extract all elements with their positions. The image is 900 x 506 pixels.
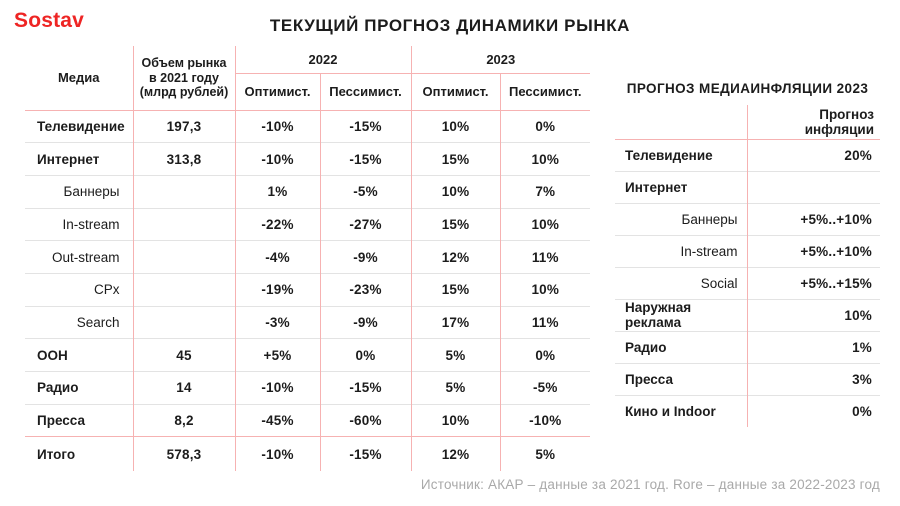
pessimistic-2022-cell: -23%	[320, 273, 411, 306]
optimistic-2023-cell: 15%	[411, 208, 500, 241]
optimistic-2022-cell: -3%	[235, 306, 320, 339]
volume-cell: 45	[133, 339, 235, 372]
table-row	[615, 363, 880, 395]
header-row-years	[25, 46, 590, 73]
volume-cell	[133, 241, 235, 274]
media-cell: Интернет	[615, 171, 747, 203]
col-header-pessimistic-2022: Пессимист.	[320, 73, 411, 110]
optimistic-2023-cell: 10%	[411, 110, 500, 143]
table-row	[615, 299, 880, 331]
media-cell: CPx	[25, 273, 133, 306]
pessimistic-2023-cell: 10%	[500, 273, 590, 306]
table-row	[615, 171, 880, 203]
table-row	[615, 203, 880, 235]
pessimistic-2022-cell: -60%	[320, 404, 411, 437]
table-row	[25, 208, 590, 241]
volume-cell	[133, 208, 235, 241]
pessimistic-2022-cell: -9%	[320, 306, 411, 339]
optimistic-2022-cell: -4%	[235, 241, 320, 274]
optimistic-2022-cell: -22%	[235, 208, 320, 241]
pessimistic-2023-cell: 0%	[500, 339, 590, 372]
pessimistic-2023-cell: -5%	[500, 372, 590, 405]
col-header-optimistic-2023: Оптимист.	[411, 73, 500, 110]
pessimistic-2023-cell: 0%	[535, 118, 556, 134]
inflation-table-title: ПРОГНОЗ МЕДИАИНФЛЯЦИИ 2023	[626, 81, 869, 96]
media-cell: Пресса	[25, 404, 133, 437]
table-row	[25, 339, 590, 372]
col-header-optimistic-2022: Оптимист.	[235, 73, 320, 110]
media-cell: Кино и Indoor	[615, 395, 747, 427]
pessimistic-2023-cell: -10%	[500, 404, 590, 437]
optimistic-2022-cell: -10%	[235, 437, 320, 471]
col-header-pessimistic-2023: Пессимист.	[500, 73, 590, 110]
pessimistic-2022-cell: -15%	[320, 143, 411, 176]
table-row	[25, 306, 590, 339]
volume-cell: 578,3	[133, 437, 235, 471]
optimistic-2023-cell: 10%	[411, 175, 500, 208]
col-header-volume: Объем рынка в 2021 году (млрд рублей)	[133, 46, 235, 110]
volume-cell	[133, 273, 235, 306]
pessimistic-2023-cell: 10%	[500, 208, 590, 241]
media-cell: Social	[615, 267, 747, 299]
inflation-table	[615, 105, 880, 427]
media-cell: Out-stream	[25, 241, 133, 274]
market-forecast-body	[25, 110, 590, 471]
source-note: Источник: АКАР – данные за 2021 год. Rore – данные за 2022-2023 год	[420, 477, 880, 492]
table-row	[25, 404, 590, 437]
media-cell: OOH	[25, 339, 133, 372]
table-row	[615, 395, 880, 427]
pessimistic-2023-cell: 7%	[500, 175, 590, 208]
inflation-value-cell: +5%..+10%	[747, 203, 880, 235]
media-cell: Search	[25, 306, 133, 339]
pessimistic-2022-cell: -9%	[320, 241, 411, 274]
media-cell: In-stream	[25, 208, 133, 241]
optimistic-2022-cell: -10%	[235, 143, 320, 176]
market-forecast-header	[25, 46, 590, 110]
header-row-inflation	[615, 105, 880, 139]
pessimistic-2022-cell: -5%	[320, 175, 411, 208]
media-cell: Баннеры	[615, 203, 747, 235]
inflation-header-spacer	[615, 105, 747, 139]
market-forecast-table	[25, 46, 590, 471]
pessimistic-2023-cell: 5%	[500, 437, 590, 471]
volume-cell: 8,2	[133, 404, 235, 437]
col-header-2023: 2023	[411, 46, 590, 73]
pessimistic-2022-cell: -15%	[320, 372, 411, 405]
inflation-table-header	[615, 105, 880, 139]
inflation-table-body	[615, 139, 880, 427]
inflation-value-cell	[747, 171, 880, 203]
volume-cell: 313,8	[133, 143, 235, 176]
optimistic-2023-cell: 12%	[411, 437, 500, 471]
table-row	[25, 437, 590, 471]
media-cell: In-stream	[615, 235, 747, 267]
media-cell: Наружная реклама	[615, 299, 747, 331]
table-row	[615, 267, 880, 299]
pessimistic-2022-cell: 0%	[320, 339, 411, 372]
optimistic-2022-cell: -10%	[235, 372, 320, 405]
table-row	[615, 139, 880, 171]
optimistic-2022-cell: -19%	[235, 273, 320, 306]
table-row	[25, 372, 590, 405]
optimistic-2023-cell: 5%	[411, 372, 500, 405]
sostav-logo: Sostav	[14, 9, 85, 32]
media-cell: Радио	[615, 331, 747, 363]
inflation-value-cell: +5%..+15%	[747, 267, 880, 299]
volume-cell: 14	[133, 372, 235, 405]
optimistic-2023-cell: 15%	[411, 143, 500, 176]
optimistic-2022-cell: -45%	[235, 404, 320, 437]
inflation-value-cell: 1%	[747, 331, 880, 363]
optimistic-2023-cell: 17%	[411, 306, 500, 339]
optimistic-2022-cell: +5%	[235, 339, 320, 372]
volume-cell	[133, 306, 235, 339]
optimistic-2022-cell: -10%	[235, 110, 320, 143]
table-row	[25, 241, 590, 274]
optimistic-2022-cell: 1%	[235, 175, 320, 208]
table-row	[25, 175, 590, 208]
table-row	[615, 331, 880, 363]
media-cell: Итого	[25, 437, 133, 471]
optimistic-2023-cell: 10%	[411, 404, 500, 437]
optimistic-2023-cell: 5%	[411, 339, 500, 372]
media-cell: Пресса	[615, 363, 747, 395]
col-header-media: Медиа	[25, 46, 133, 110]
pessimistic-2022-cell: -15%	[320, 110, 411, 143]
optimistic-2023-cell: 15%	[411, 273, 500, 306]
table-row	[615, 235, 880, 267]
inflation-value-cell: 10%	[747, 299, 880, 331]
pessimistic-2022-cell: -15%	[320, 437, 411, 471]
volume-cell	[133, 175, 235, 208]
inflation-value-cell: 20%	[844, 147, 872, 163]
media-cell: Телевидение	[615, 139, 747, 171]
inflation-value-cell: 0%	[747, 395, 880, 427]
col-header-inflation-forecast: Прогноз инфляции	[747, 105, 880, 139]
table-row	[25, 273, 590, 306]
table-row	[25, 110, 590, 143]
pessimistic-2022-cell: -27%	[320, 208, 411, 241]
inflation-value-cell: 3%	[747, 363, 880, 395]
volume-cell: 197,3	[133, 110, 235, 143]
pessimistic-2023-cell: 11%	[500, 306, 590, 339]
optimistic-2023-cell: 12%	[411, 241, 500, 274]
media-cell: Радио	[25, 372, 133, 405]
media-cell: Телевидение	[25, 110, 133, 143]
col-header-2022: 2022	[235, 46, 411, 73]
inflation-value-cell: +5%..+10%	[747, 235, 880, 267]
main-table-title: ТЕКУЩИЙ ПРОГНОЗ ДИНАМИКИ РЫНКА	[269, 16, 631, 35]
table-row	[25, 143, 590, 176]
pessimistic-2023-cell: 11%	[500, 241, 590, 274]
media-cell: Интернет	[25, 143, 133, 176]
pessimistic-2023-cell: 10%	[500, 143, 590, 176]
media-cell: Баннеры	[25, 175, 133, 208]
